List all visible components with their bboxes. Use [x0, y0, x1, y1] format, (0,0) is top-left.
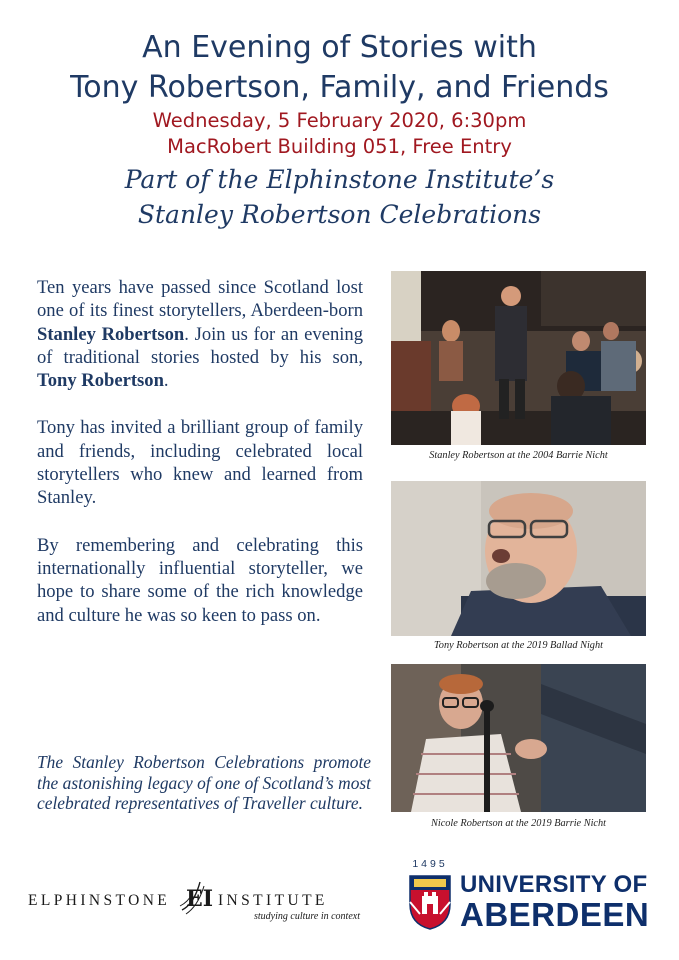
event-title-line-2: Tony Robertson, Family, and Friends	[70, 70, 609, 105]
paragraph-intro	[37, 276, 363, 392]
photo-tony-image	[391, 481, 646, 636]
caption-photo-3: Nicole Robertson at the 2019 Barrie Nicht	[430, 818, 607, 829]
photo-stanley-image	[391, 271, 646, 445]
caption-photo-2: Tony Robertson at the 2019 Ballad Night	[434, 640, 603, 651]
university-of-aberdeen-logo	[408, 858, 658, 934]
uoa-crest-icon	[408, 874, 452, 930]
event-title-line-1: An Evening of Stories with	[142, 30, 537, 65]
photo-stanley-robertson	[391, 271, 646, 445]
photo-tony-robertson	[391, 481, 646, 636]
event-venue: MacRobert Building 051, Free Entry	[167, 135, 512, 158]
caption-photo-1: Stanley Robertson at the 2004 Barrie Nicht	[429, 450, 608, 461]
intro-text-a: Ten years have passed since Scotland lost one of its finest storytellers, Aberdeen-born	[37, 277, 363, 322]
photo-nicole-image	[391, 664, 646, 812]
name-tony: Tony Robertson	[37, 370, 164, 392]
elphinstone-institute-logo	[28, 878, 378, 928]
uoa-university-of: UNIVERSITY OF	[460, 871, 648, 898]
paragraph-guests: Tony has invited a brilliant group of family and friends, including celebrated local storytellers who knew and learned from Stanley.	[37, 417, 363, 509]
event-datetime: Wednesday, 5 February 2020, 6:30pm	[152, 109, 527, 132]
paragraph-remembering: By remembering and celebrating this internationally influential storyteller, we hope to share some of the rich knowledge and culture he was so keen to pass on.	[37, 534, 363, 626]
uoa-founding-year: 1495	[412, 858, 448, 870]
celebrations-promo: The Stanley Robertson Celebrations promote the astonishing legacy of one of Scotland’s most celebrated representatives of Traveller culture.	[37, 752, 371, 813]
elphinstone-tagline: studying culture in context	[254, 911, 360, 922]
header	[0, 28, 679, 232]
uoa-aberdeen: ABERDEEN	[460, 896, 650, 933]
photo-nicole-robertson	[391, 664, 646, 812]
part-of-line-1: Part of the Elphinstone Institute’s	[124, 165, 555, 194]
intro-text-c: .	[163, 370, 169, 392]
event-description	[37, 276, 363, 651]
part-of-line-2: Stanley Robertson Celebrations	[137, 200, 542, 229]
intro-text-b: . Join us for an evening of traditional stories hosted by his son,	[37, 323, 364, 368]
institute-word: INSTITUTE	[218, 892, 328, 909]
elphinstone-mark-letters: EI	[186, 886, 214, 912]
name-stanley: Stanley Robertson	[37, 323, 185, 345]
elphinstone-mark-icon	[178, 876, 214, 920]
elphinstone-word: ELPHINSTONE	[28, 892, 171, 909]
